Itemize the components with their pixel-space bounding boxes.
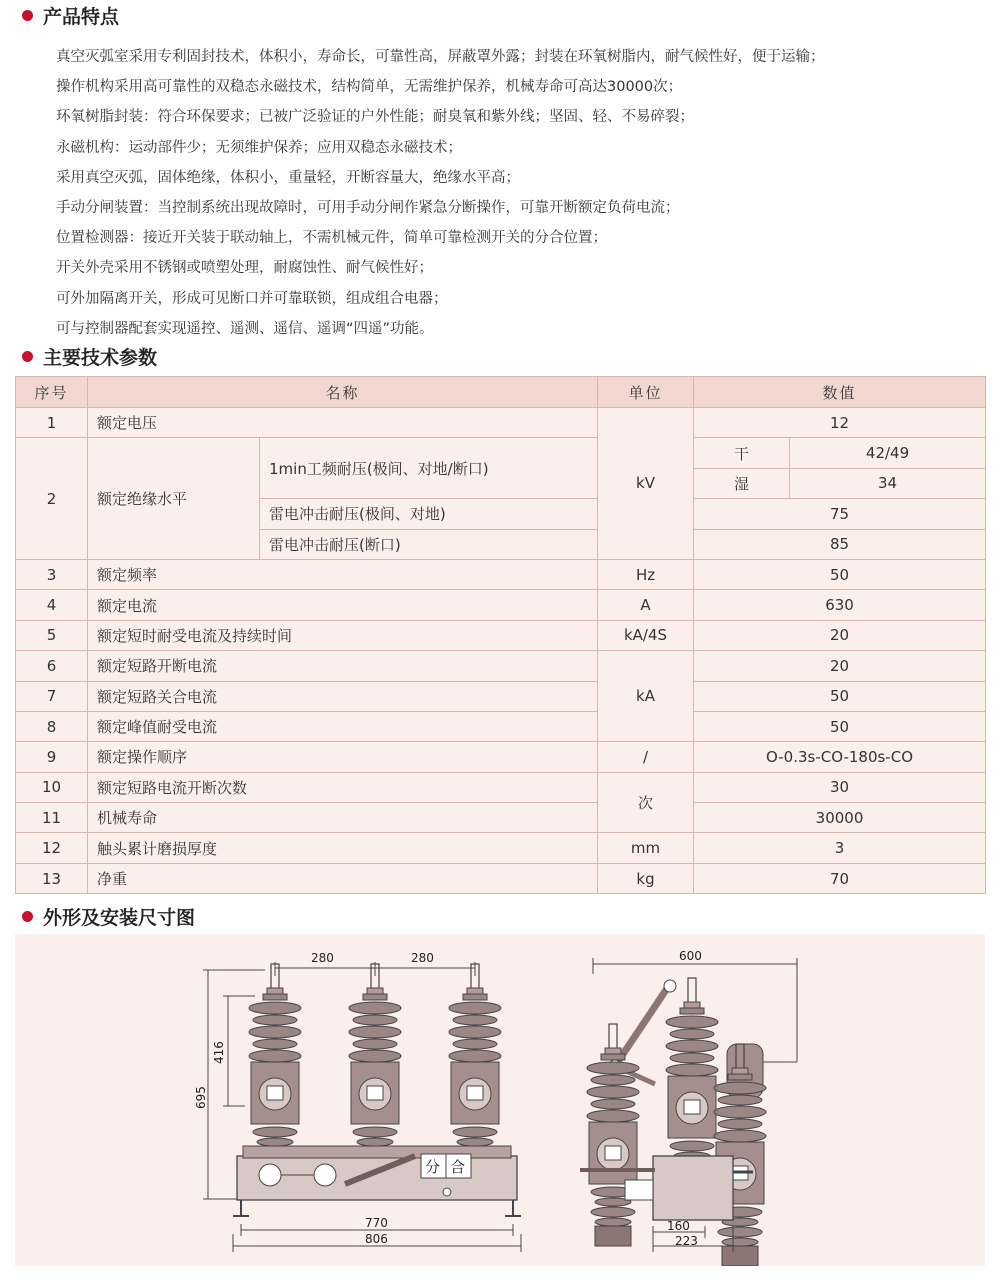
row-unit: kV — [598, 408, 694, 560]
row-value: 42/49 — [790, 438, 986, 468]
row-index: 9 — [16, 742, 88, 772]
dim-front-height-total: 695 — [194, 1086, 208, 1109]
dim-front-spacing-2: 280 — [411, 951, 434, 965]
header-unit: 单位 — [598, 377, 694, 408]
dim-front-width-inner: 770 — [365, 1216, 388, 1230]
row-value: 85 — [694, 529, 986, 559]
row-index: 3 — [16, 559, 88, 589]
specs-title-text: 主要技术参数 — [43, 346, 158, 369]
row-name: 额定峰值耐受电流 — [88, 711, 598, 741]
row-index: 12 — [16, 833, 88, 863]
row-index: 6 — [16, 651, 88, 681]
row-index: 8 — [16, 711, 88, 741]
row-value: 30 — [694, 772, 986, 802]
dim-front-spacing-1: 280 — [311, 951, 334, 965]
row-index: 11 — [16, 803, 88, 833]
table-row — [16, 803, 986, 833]
drawing-svg — [15, 934, 985, 1266]
row-name: 额定绝缘水平 — [88, 438, 260, 560]
features-list — [56, 42, 986, 344]
row-name: 额定短路关合电流 — [88, 681, 598, 711]
bullet-icon — [22, 10, 33, 21]
section-title-features — [22, 2, 119, 28]
row-value: 630 — [694, 590, 986, 620]
row-value: 70 — [694, 863, 986, 893]
feature-item: 采用真空灭弧，固体绝缘，体积小，重量轻，开断容量大，绝缘水平高； — [56, 169, 520, 186]
row-name: 额定短路开断电流 — [88, 651, 598, 681]
feature-item: 环氧树脂封装：符合环保要求；已被广泛验证的户外性能；耐臭氧和紫外线；坚固、轻、不易碎裂； — [56, 109, 694, 126]
feature-item: 操作机构采用高可靠性的双稳态永磁技术，结构简单，无需维护保养，机械寿命可高达30000次； — [56, 79, 683, 96]
row-unit: A — [598, 590, 694, 620]
table-row — [16, 711, 986, 741]
row-value: 50 — [694, 559, 986, 589]
table-row — [16, 742, 986, 772]
row-value: O-0.3s-CO-180s-CO — [694, 742, 986, 772]
section-title-drawing — [22, 903, 195, 929]
specs-table — [15, 376, 986, 894]
row-value: 12 — [694, 408, 986, 438]
row-index: 13 — [16, 863, 88, 893]
feature-item: 开关外壳采用不锈钢或喷塑处理，耐腐蚀性、耐气候性好； — [56, 260, 433, 277]
bullet-icon — [22, 911, 33, 922]
dim-side-base-2: 223 — [675, 1234, 698, 1248]
header-name: 名称 — [88, 377, 598, 408]
header-value: 数值 — [694, 377, 986, 408]
row-value: 20 — [694, 651, 986, 681]
feature-item: 可与控制器配套实现遥控、遥测、遥信、遥调“四遥”功能。 — [56, 320, 434, 337]
table-row — [16, 559, 986, 589]
row-subname: 雷电冲击耐压(极间、对地) — [260, 499, 598, 529]
table-row — [16, 833, 986, 863]
row-value: 3 — [694, 833, 986, 863]
row-name: 额定操作顺序 — [88, 742, 598, 772]
row-index: 2 — [16, 438, 88, 560]
row-unit: kA — [598, 651, 694, 742]
row-value: 20 — [694, 620, 986, 650]
row-unit: / — [598, 742, 694, 772]
table-header-row — [16, 377, 986, 408]
row-value: 75 — [694, 499, 986, 529]
row-name: 额定电流 — [88, 590, 598, 620]
row-value: 50 — [694, 711, 986, 741]
row-name: 额定短路电流开断次数 — [88, 772, 598, 802]
row-subname: 1min工频耐压(极间、对地/断口) — [260, 438, 598, 499]
header-index: 序号 — [16, 377, 88, 408]
feature-item: 真空灭弧室采用专利固封技术，体积小，寿命长，可靠性高，屏蔽罩外露；封装在环氧树脂内，耐气候性好，便于运输； — [56, 49, 825, 65]
row-index: 7 — [16, 681, 88, 711]
table-row — [16, 438, 986, 468]
dim-front-width-outer: 806 — [365, 1232, 388, 1246]
row-condition: 干 — [694, 438, 790, 468]
dim-front-height-pole: 416 — [212, 1041, 226, 1064]
dim-side-base-1: 160 — [667, 1219, 690, 1233]
row-name: 额定电压 — [88, 408, 598, 438]
indicator-open: 分 — [425, 1158, 441, 1176]
row-unit: kA/4S — [598, 620, 694, 650]
table-row — [16, 681, 986, 711]
features-title-text: 产品特点 — [43, 5, 120, 28]
row-index: 4 — [16, 590, 88, 620]
row-value: 34 — [790, 468, 986, 498]
dim-side-width-top: 600 — [679, 949, 702, 963]
drawing-title-text: 外形及安装尺寸图 — [43, 906, 196, 929]
table-row — [16, 772, 986, 802]
bullet-icon — [22, 351, 33, 362]
row-name: 净重 — [88, 863, 598, 893]
row-unit: kg — [598, 863, 694, 893]
table-row — [16, 590, 986, 620]
row-index: 10 — [16, 772, 88, 802]
row-name: 额定频率 — [88, 559, 598, 589]
feature-item: 永磁机构：运动部件少；无须维护保养；应用双稳态永磁技术； — [56, 139, 462, 156]
row-subname: 雷电冲击耐压(断口) — [260, 529, 598, 559]
table-row — [16, 408, 986, 438]
row-unit: mm — [598, 833, 694, 863]
section-title-specs — [22, 343, 157, 369]
row-name: 机械寿命 — [88, 803, 598, 833]
table-row — [16, 620, 986, 650]
row-value: 30000 — [694, 803, 986, 833]
row-unit: Hz — [598, 559, 694, 589]
dimension-drawing — [15, 934, 985, 1266]
row-name: 触头累计磨损厚度 — [88, 833, 598, 863]
feature-item: 手动分闸装置：当控制系统出现故障时，可用手动分闸作紧急分断操作，可靠开断额定负荷电流； — [56, 199, 680, 216]
row-value: 50 — [694, 681, 986, 711]
feature-item: 位置检测器：接近开关装于联动轴上，不需机械元件，简单可靠检测开关的分合位置； — [56, 230, 607, 247]
row-condition: 湿 — [694, 468, 790, 498]
row-name: 额定短时耐受电流及持续时间 — [88, 620, 598, 650]
indicator-close: 合 — [450, 1158, 466, 1176]
table-row — [16, 651, 986, 681]
table-row — [16, 863, 986, 893]
row-index: 5 — [16, 620, 88, 650]
feature-item: 可外加隔离开关，形成可见断口并可靠联锁，组成组合电器； — [56, 290, 448, 307]
row-index: 1 — [16, 408, 88, 438]
row-unit: 次 — [598, 772, 694, 833]
front-view — [203, 962, 521, 1252]
